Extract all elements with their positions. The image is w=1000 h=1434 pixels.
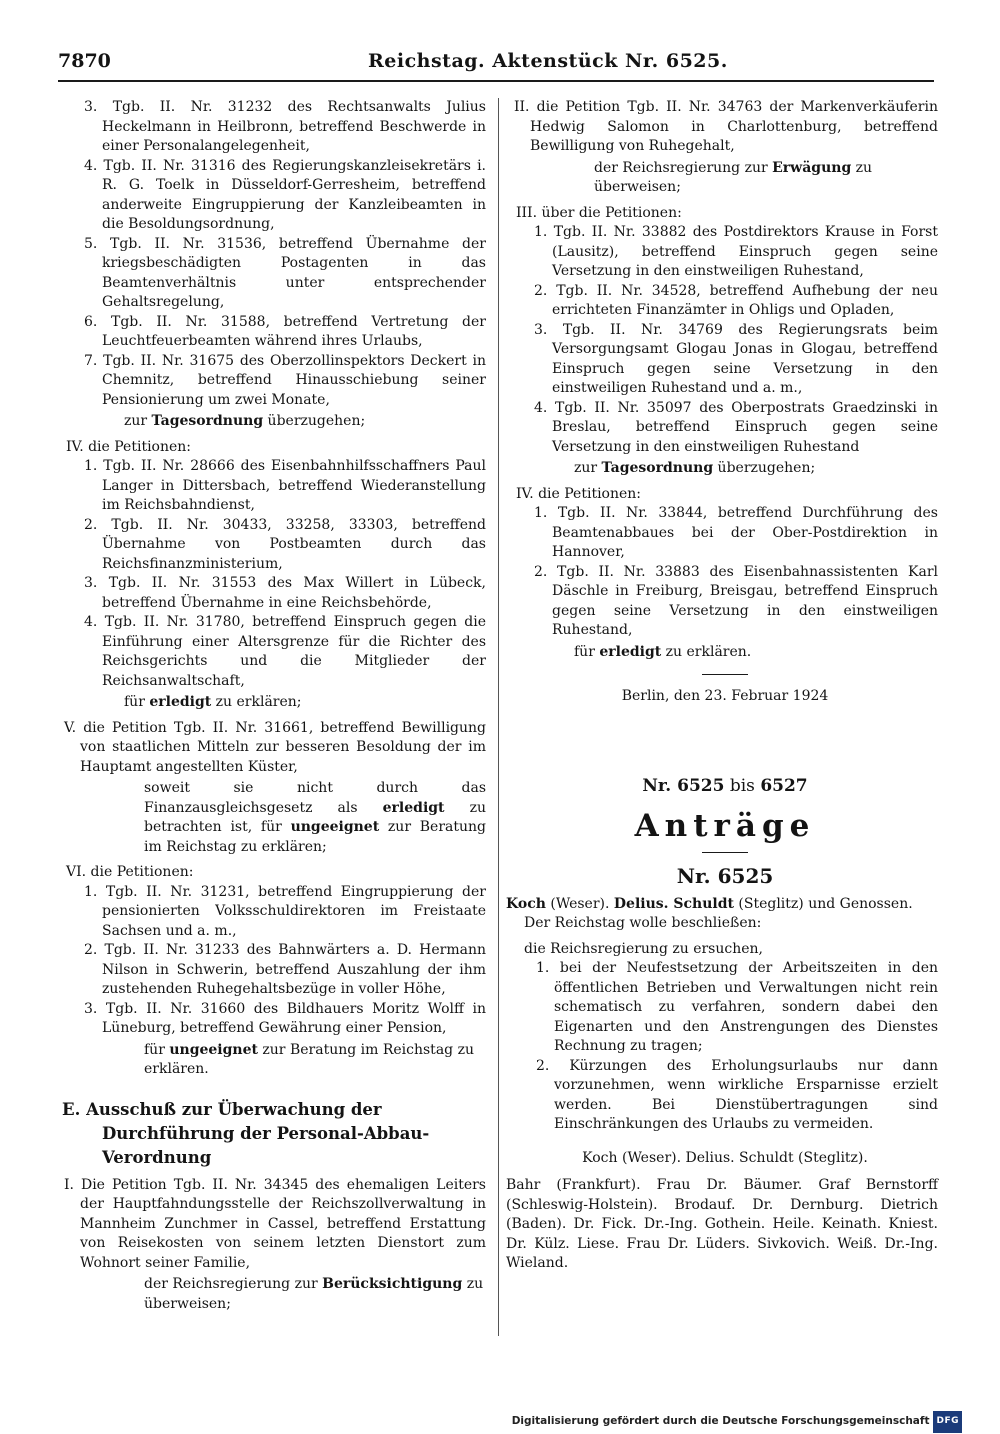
petition-item: 2. Tgb. II. Nr. 34528, betreffend Aufhebung der neu errichteten Finanzämter in Ohligs und Opladen,	[534, 282, 938, 318]
antrag-list	[512, 959, 938, 1135]
petition-list-c	[62, 883, 486, 1039]
petition-item: 3. Tgb. II. Nr. 31232 des Rechtsanwalts Julius Heckelmann in Heilbronn, betreffend Beschwerde in einer Personalangelegenheit,	[84, 99, 486, 154]
antrag-item: 1. bei der Neufestsetzung der Arbeitszeiten in den öffentlichen Betrieben und Verwaltungen nicht rein schematisch zu verfahren, sondern dabei den Eigenarten und den Anstrengungen des Dienstes Rechnung zu tragen;	[536, 960, 938, 1054]
section-iv-heading-right: IV. die Petitionen:	[516, 485, 642, 502]
petition-list-b	[62, 457, 486, 691]
section-e-i: I. Die Petition Tgb. II. Nr. 34345 des ehemaligen Leiters der Hauptfahndungsstelle der Reichszollverwaltung in Mannheim Zunchmer in Cassel, betreffend Erstattung von Reisekosten von seinem letzten Dienstort zum Wohnort seiner Familie,	[64, 1176, 486, 1271]
petition-item: 1. Tgb. II. Nr. 31231, betreffend Eingruppierung der pensionierten Volksschuldirektoren im Freistaate Sachsen und a. m.,	[84, 883, 486, 939]
petition-item: 5. Tgb. II. Nr. 31536, betreffend Übernahme der kriegsbeschädigten Postagenten in das Beamtenverhältnis unter entsprechender Gehaltsregelung,	[84, 235, 486, 310]
footer-credit	[512, 1411, 962, 1433]
petition-item: 4. Tgb. II. Nr. 31316 des Regierungskanzleisekretärs i. R. G. Toelk in Düsseldorf-Gerresheim, betreffend anderweite Eingruppierung der Kanzleibeamten in die Besoldungsordnung,	[84, 157, 486, 232]
petition-item: 1. Tgb. II. Nr. 33882 des Postdirektors Krause in Forst (Lausitz), betreffend Einspruch gegen seine Versetzung in den einstweiligen Ruhestand,	[534, 224, 938, 279]
request-line: die Reichsregierung zu ersuchen,	[524, 940, 763, 957]
footer-text: Digitalisierung gefördert durch die Deutsche Forschungsgemeinschaft	[511, 1415, 930, 1427]
section-v: V. die Petition Tgb. II. Nr. 31661, betreffend Bewilligung von staatlichen Mitteln zur besseren Besoldung der im Hauptamt angestellten Küster,	[64, 719, 486, 775]
section-e-title: E. Ausschuß zur Überwachung der Durchführung der Personal-Abbau-Verordnung	[62, 1099, 430, 1167]
petition-item: 3. Tgb. II. Nr. 31660 des Bildhauers Moritz Wolff in Lüneburg, betreffend Gewährung einer Pension,	[84, 1000, 486, 1036]
petition-item: 6. Tgb. II. Nr. 31588, betreffend Vertretung der Leuchtfeuerbeamten während ihres Urlaubs,	[84, 313, 486, 349]
decision-h: für erledigt zu erklären.	[574, 643, 752, 660]
column-divider	[498, 98, 499, 1336]
petition-list-d	[512, 223, 938, 457]
petition-item: 7. Tgb. II. Nr. 31675 des Oberzollinspektors Deckert in Chemnitz, betreffend Hinausschiebung seiner Pensionierung um zwei Monate,	[84, 352, 486, 408]
decision-d: für ungeeignet zur Beratung im Reichstag zu erklären.	[144, 1041, 474, 1077]
petition-list-a	[62, 98, 486, 410]
divider-short	[702, 674, 748, 675]
dfg-logo: DFG	[933, 1411, 962, 1433]
signature-line: Koch (Weser). Delius. Schuldt (Steglitz).	[582, 1149, 868, 1166]
page-number: 7870	[58, 50, 111, 72]
decision-c: soweit sie nicht durch das Finanzausgleichsgesetz als erledigt zu betrachten ist, für ungeeignet zur Beratung im Reichstag zu erklären;	[144, 780, 486, 855]
page-header	[58, 52, 934, 82]
running-head: Reichstag. Aktenstück Nr. 6525.	[368, 50, 728, 72]
co-signers: Bahr (Frankfurt). Frau Dr. Bäumer. Graf Bernstorff (Schleswig-Holstein). Brodauf. Dr. Dernburg. Dietrich (Baden). Dr. Fick. Dr.-Ing. Gothein. Heile. Keinath. Kniest. Dr. Külz. Liese. Frau Dr. Lüders. Sivkovich. Weiß. Dr.-Ing. Wieland.	[506, 1177, 938, 1271]
petition-item: 2. Tgb. II. Nr. 31233 des Bahnwärters a. D. Hermann Nilson in Schwerin, betreffend Auszahlung der ihm zustehenden Ruhegehaltsbezüge in voller Höhe,	[84, 942, 486, 997]
dateline: Berlin, den 23. Februar 1924	[621, 688, 829, 704]
right-column	[506, 98, 938, 1274]
resolution-line: Der Reichstag wolle beschließen:	[524, 915, 762, 931]
section-iii-heading: III. über die Petitionen:	[516, 204, 682, 221]
section-iv-heading: IV. die Petitionen:	[66, 438, 192, 455]
petition-list-e	[512, 504, 938, 641]
antraege-range: Nr. 6525 bis 6527	[642, 775, 808, 796]
petition-item: 3. Tgb. II. Nr. 31553 des Max Willert in Lübeck, betreffend Übernahme in eine Reichsbehörde,	[84, 575, 486, 611]
petition-item: 1. Tgb. II. Nr. 33844, betreffend Durchführung des Beamtenabbaues bei der Ober-Postdirektion in Hannover,	[534, 505, 938, 560]
decision-b: für erledigt zu erklären;	[124, 694, 302, 710]
antrag-number: Nr. 6525	[676, 864, 774, 888]
section-vi-heading: VI. die Petitionen:	[66, 864, 194, 880]
petition-item: 3. Tgb. II. Nr. 34769 des Regierungsrats beim Versorgungsamt Glogau Jonas in Glogau, betreffend Einspruch gegen seine Versetzung in den einstweiligen Ruhestand und a. m.,	[534, 321, 938, 396]
petition-item: 4. Tgb. II. Nr. 31780, betreffend Einspruch gegen die Einführung einer Altersgrenze für die Richter des Reichsgerichts und die Mitglieder der Reichsanwaltschaft,	[84, 614, 486, 689]
antraege-title: Anträge	[634, 808, 816, 844]
divider-short-2	[702, 852, 748, 853]
section-ii: II. die Petition Tgb. II. Nr. 34763 der Markenverkäuferin Hedwig Salomon in Charlottenburg, betreffend Bewilligung von Ruhegehalt,	[514, 99, 938, 154]
petition-item: 1. Tgb. II. Nr. 28666 des Eisenbahnhilfsschaffners Paul Langer in Dittersbach, betreffend Wiederanstellung im Reichsbahndienst,	[84, 458, 486, 513]
petition-item: 2. Tgb. II. Nr. 33883 des Eisenbahnassistenten Karl Däschle in Freiburg, Breisgau, betreffend Einspruch gegen seine Versetzung in den einstweiligen Ruhestand,	[534, 563, 938, 638]
decision-e: der Reichsregierung zur Berücksichtigung zu überweisen;	[144, 1276, 484, 1312]
petition-item: 4. Tgb. II. Nr. 35097 des Oberpostrats Graedzinski in Breslau, betreffend Einspruch gegen seine Versetzung in den einstweiligen Ruhestand	[534, 399, 938, 455]
antrag-sponsors: Koch (Weser). Delius. Schuldt (Steglitz) und Genossen.	[506, 895, 913, 912]
decision-f: der Reichsregierung zur Erwägung zu überweisen;	[594, 159, 873, 195]
antrag-item: 2. Kürzungen des Erholungsurlaubs nur dann vorzunehmen, wenn wirkliche Ersparnisse erzielt werden. Bei Dienstübertragungen sind Einschränkungen des Urlaubs zu vermeiden.	[536, 1057, 938, 1132]
left-column	[62, 98, 486, 1320]
decision-a: zur Tagesordnung überzugehen;	[124, 413, 366, 429]
petition-item: 2. Tgb. II. Nr. 30433, 33258, 33303, betreffend Übernahme von Postbeamten durch das Reichsfinanzministerium,	[84, 516, 486, 572]
decision-g: zur Tagesordnung überzugehen;	[574, 460, 816, 476]
